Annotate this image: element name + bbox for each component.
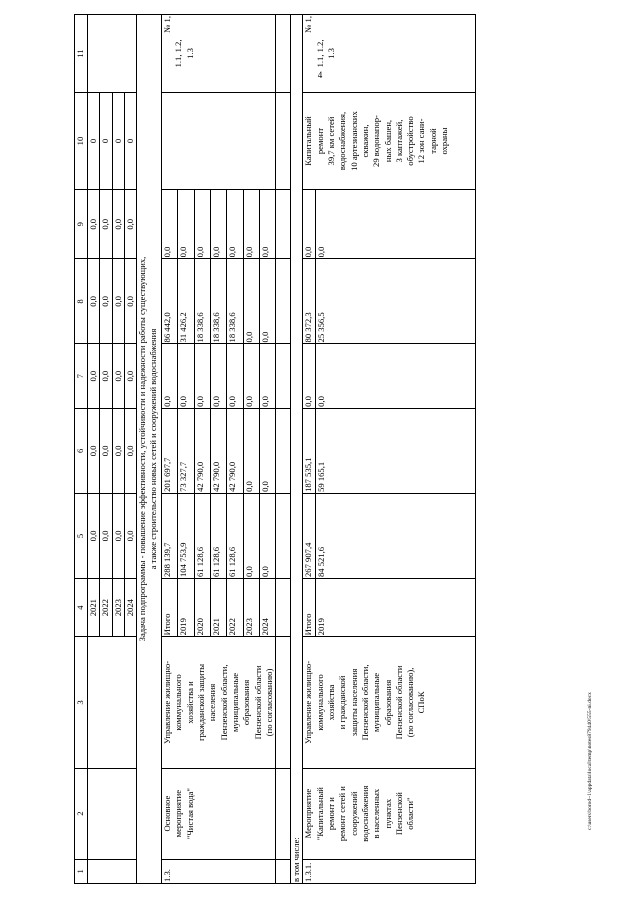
value-cell: 0,0 (112, 344, 124, 408)
value-cell: 0,0 (100, 190, 112, 259)
value-cell: 0,0 (162, 344, 178, 408)
column-number-row (75, 15, 88, 884)
spacer-row (276, 15, 291, 884)
value-cell: 18 338,6 (227, 259, 243, 344)
value-cell: 104 753,9 (178, 493, 194, 578)
value-cell: 86 442,0 (162, 259, 178, 344)
year-cell: 2019 (178, 578, 194, 636)
measure-name: Мероприятие "Капитальный ремонт и ремонт сетей и сооружений водоснабжения в населенных пунктах Пензенской области" (303, 768, 475, 859)
measure-name: Основное мероприятие "Чистая вода" (162, 768, 276, 859)
value-cell: 0,0 (88, 259, 100, 344)
value-cell: 0,0 (259, 344, 275, 408)
value-cell: 80 372,3 (303, 259, 315, 344)
value-cell: 42 790,0 (194, 408, 210, 493)
value-cell: 0,0 (100, 259, 112, 344)
value-cell: 61 128,6 (227, 493, 243, 578)
indicator-cell (162, 92, 276, 189)
year-cell: 2021 (211, 578, 227, 636)
value-cell: 0,0 (88, 344, 100, 408)
value-cell: 0 (100, 92, 112, 189)
value-cell: 201 697,7 (162, 408, 178, 493)
year-cell: 2021 (88, 578, 100, 636)
column-number: 3 (75, 637, 88, 768)
value-cell: 73 327,7 (178, 408, 194, 493)
reference-cell: № 1, 1.1, 1.2, 1.3 (303, 15, 475, 93)
value-cell: 84 521,6 (315, 493, 475, 578)
page-number: 4 (317, 70, 323, 80)
value-cell: 288 139,7 (162, 493, 178, 578)
value-cell: 0,0 (303, 190, 315, 259)
task-heading-row (137, 15, 162, 884)
value-cell: 0,0 (88, 190, 100, 259)
value-cell: 0,0 (112, 259, 124, 344)
task-heading-line: а также строительство новых сетей и сооружений водоснабжения (148, 328, 159, 570)
value-cell: 0,0 (112, 408, 124, 493)
value-cell: 59 165,1 (315, 408, 475, 493)
value-cell: 0,0 (243, 190, 259, 259)
value-cell: 0,0 (194, 190, 210, 259)
value-cell: 0,0 (315, 344, 475, 408)
value-cell: 0 (112, 92, 124, 189)
program-table (74, 14, 476, 884)
value-cell: 0,0 (194, 344, 210, 408)
year-cell: 2024 (259, 578, 275, 636)
year-cell: Итого (303, 578, 315, 636)
value-cell: 0,0 (124, 344, 136, 408)
value-cell: 0,0 (243, 493, 259, 578)
indicator-cell: Капитальный ремонт 39,7 км сетей водоснабжения, 10 артезианских скважин, 29 водонапор- ных башен, 3 каптажей, обустройство 12 зон сани- тарной охраны (303, 92, 475, 189)
column-number: 4 (75, 578, 88, 636)
year-cell: 2023 (112, 578, 124, 636)
value-cell: 0,0 (227, 190, 243, 259)
table-row (162, 15, 178, 884)
footer-file-path: c:\users\borod~1\appdata\local\temp\notes879440\555-ni.docx (587, 692, 593, 830)
year-cell: Итого (162, 578, 178, 636)
value-cell: 42 790,0 (211, 408, 227, 493)
value-cell: 18 338,6 (211, 259, 227, 344)
column-number: 9 (75, 190, 88, 259)
value-cell: 42 790,0 (227, 408, 243, 493)
value-cell: 0,0 (88, 493, 100, 578)
value-cell: 61 128,6 (194, 493, 210, 578)
value-cell: 0,0 (124, 190, 136, 259)
rotated-table-container (74, 14, 599, 884)
value-cell: 0,0 (178, 190, 194, 259)
in-that-number-label: в том числе: (291, 15, 303, 884)
column-number: 1 (75, 859, 88, 883)
value-cell: 267 907,4 (303, 493, 315, 578)
year-cell: 2019 (315, 578, 475, 636)
value-cell: 0,0 (112, 493, 124, 578)
value-cell: 0,0 (259, 408, 275, 493)
value-cell: 0,0 (243, 408, 259, 493)
row-number: 1.3.1. (303, 859, 475, 883)
year-cell: 2022 (100, 578, 112, 636)
value-cell: 0,0 (88, 408, 100, 493)
executor-cell: Управление жилищно- коммунального хозяйства и гражданской защиты населения Пензенской области, муниципальные образования Пензенской области (по согласованию) (162, 637, 276, 768)
value-cell: 18 338,6 (194, 259, 210, 344)
value-cell: 0,0 (124, 408, 136, 493)
year-cell: 2022 (227, 578, 243, 636)
value-cell: 25 356,5 (315, 259, 475, 344)
value-cell: 0,0 (211, 190, 227, 259)
in-that-number-row (291, 15, 303, 884)
table-row (303, 15, 315, 884)
executor-cell: Управление жилищно- коммунального хозяйства и гражданской защиты населения Пензенской области, муниципальные образования Пензенской области (по согласованию), СПоК (303, 637, 475, 768)
value-cell: 0,0 (211, 344, 227, 408)
value-cell: 61 128,6 (211, 493, 227, 578)
value-cell: 0,0 (124, 493, 136, 578)
value-cell: 0,0 (178, 344, 194, 408)
column-number: 6 (75, 408, 88, 493)
value-cell: 0,0 (100, 493, 112, 578)
reference-cell: № 1, 1.1, 1.2, 1.3 (162, 15, 276, 93)
value-cell: 0,0 (243, 344, 259, 408)
column-number: 8 (75, 259, 88, 344)
value-cell: 0,0 (162, 190, 178, 259)
value-cell: 0,0 (259, 493, 275, 578)
value-cell: 0 (88, 92, 100, 189)
column-number: 5 (75, 493, 88, 578)
column-number: 10 (75, 92, 88, 189)
table-row (88, 15, 100, 884)
year-cell: 2020 (194, 578, 210, 636)
value-cell: 0 (124, 92, 136, 189)
value-cell: 0,0 (315, 190, 475, 259)
value-cell: 0,0 (243, 259, 259, 344)
value-cell: 0,0 (112, 190, 124, 259)
column-number: 11 (75, 15, 88, 93)
value-cell: 0,0 (227, 344, 243, 408)
row-number: 1.3. (162, 859, 276, 883)
value-cell: 187 535,1 (303, 408, 315, 493)
column-number: 7 (75, 344, 88, 408)
value-cell: 0,0 (124, 259, 136, 344)
column-number: 2 (75, 768, 88, 859)
year-cell: 2023 (243, 578, 259, 636)
value-cell: 0,0 (100, 344, 112, 408)
task-heading-line: Задача подпрограммы - повышение эффективности, устойчивости и надежности работы существующих, (137, 256, 148, 642)
value-cell: 0,0 (303, 344, 315, 408)
value-cell: 31 426,2 (178, 259, 194, 344)
value-cell: 0,0 (259, 190, 275, 259)
year-cell: 2024 (124, 578, 136, 636)
value-cell: 0,0 (100, 408, 112, 493)
value-cell: 0,0 (259, 259, 275, 344)
